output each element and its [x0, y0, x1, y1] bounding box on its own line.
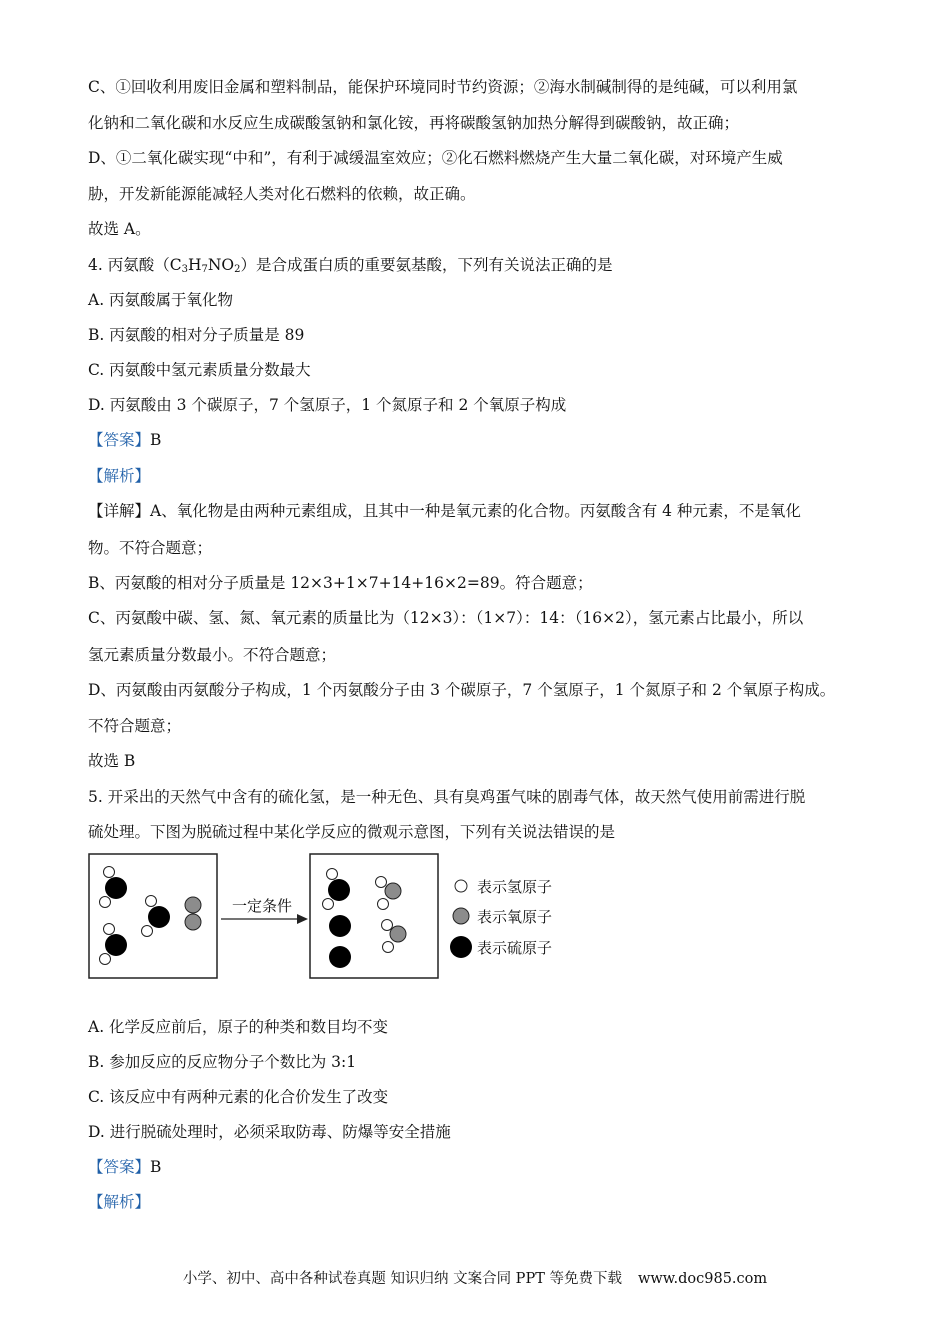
q4-stem — [88, 255, 613, 275]
q4-stem-no: NO — [207, 256, 235, 274]
line-c-b: 化钠和二氧化碳和水反应生成碳酸氢钠和氯化铵，再将碳酸氢钠加热分解得到碳酸钠，故正确； — [88, 114, 740, 132]
legend-oxygen-text: 表示氧原子 — [477, 908, 553, 926]
legend-sulfur-icon — [450, 936, 472, 958]
q5-answer-label: 【答案】 — [88, 1158, 151, 1176]
q4-explain-c1: C、丙氨酸中碳、氢、氮、氧元素的质量比为（12×3）：（1×7）：14：（16×2），氢元素占比最小，所以 — [88, 609, 804, 627]
q4-answer — [88, 430, 161, 450]
q4-stem-post: ）是合成蛋白质的重要氨基酸，下列有关说法正确的是 — [240, 256, 613, 274]
footer-text: 小学、初中、高中各种试卷真题 知识归纳 文案合同 PPT 等免费下载 — [182, 1271, 622, 1287]
q4-option-a: A. 丙氨酸属于氧化物 — [88, 291, 234, 309]
q4-answer-value: B — [150, 431, 162, 449]
line-d-a: D、①二氧化碳实现“中和”，有利于减缓温室效应；②化石燃料燃烧产生大量二氧化碳，对环境产生威 — [88, 149, 783, 167]
q5-stem-2: 硫处理。下图为脱硫过程中某化学反应的微观示意图，下列有关说法错误的是 — [88, 823, 616, 841]
arrow-head — [297, 914, 308, 924]
legend-hydrogen-text: 表示氢原子 — [477, 878, 553, 896]
q5-analysis-label: 【解析】 — [88, 1193, 151, 1211]
q5-answer-value: B — [150, 1158, 162, 1176]
legend-oxygen-icon — [453, 908, 469, 924]
q4-explain-d1: D、丙氨酸由丙氨酸分子构成，1 个丙氨酸分子由 3 个碳原子，7 个氢原子，1 个氮原子和 2 个氧原子构成。 — [88, 681, 836, 699]
q4-sub-c: 3 — [181, 264, 188, 275]
q5-option-d: D. 进行脱硫处理时，必须采取防毒、防爆等安全措施 — [88, 1123, 451, 1141]
q4-stem-pre: 4. 丙氨酸（C — [88, 256, 182, 274]
reaction-diagram — [88, 852, 588, 982]
legend-hydrogen-icon — [455, 880, 467, 892]
q4-analysis-label: 【解析】 — [88, 467, 151, 485]
line-c-a: C、①回收利用废旧金属和塑料制品，能保护环境同时节约资源；②海水制碱制得的是纯碱，可以利用氯 — [88, 78, 798, 96]
condition-text: 一定条件 — [231, 897, 293, 915]
q5-option-c: C. 该反应中有两种元素的化合价发生了改变 — [88, 1088, 389, 1106]
q4-explain-b: B、丙氨酸的相对分子质量是 12×3+1×7+14+16×2=89。符合题意； — [88, 574, 593, 592]
q5-option-b: B. 参加反应的反应物分子个数比为 3:1 — [88, 1053, 357, 1071]
q5-option-a: A. 化学反应前后，原子的种类和数目均不变 — [88, 1018, 389, 1036]
legend-sulfur-text: 表示硫原子 — [477, 939, 553, 957]
product-sulfur-2 — [329, 915, 351, 937]
q4-answer-label: 【答案】 — [88, 431, 151, 449]
q3-choose: 故选 A。 — [88, 220, 151, 238]
line-d-b: 胁，开发新能源能减轻人类对化石燃料的依赖，故正确。 — [88, 185, 476, 203]
q5-answer — [88, 1157, 161, 1177]
q4-explain-c2: 氢元素质量分数最小。不符合题意； — [88, 646, 337, 664]
page-footer — [0, 1270, 950, 1288]
q4-explain-a1-text: A、氧化物是由两种元素组成，且其中一种是氧元素的化合物。丙氨酸含有 4 种元素，不是氧化 — [150, 502, 801, 520]
product-sulfur-3 — [329, 946, 351, 968]
q4-option-b: B. 丙氨酸的相对分子质量是 89 — [88, 326, 305, 344]
q4-explain-a2: 物。不符合题意； — [88, 539, 213, 557]
q4-explain-a1 — [88, 501, 801, 521]
q5-stem-1: 5. 开采出的天然气中含有的硫化氢，是一种无色、具有臭鸡蛋气味的剧毒气体，故天然气使用前需进行脱 — [88, 788, 806, 806]
q4-stem-h: H — [187, 256, 202, 274]
q4-choose: 故选 B — [88, 752, 136, 770]
q4-option-d: D. 丙氨酸由 3 个碳原子，7 个氢原子，1 个氮原子和 2 个氧原子构成 — [88, 396, 567, 414]
q4-explain-d2: 不符合题意； — [88, 717, 182, 735]
q4-sub-h: 7 — [201, 264, 208, 275]
footer-url[interactable]: www.doc985.com — [637, 1271, 768, 1287]
q4-detail-label: 【详解】 — [88, 502, 151, 520]
q4-option-c: C. 丙氨酸中氢元素质量分数最大 — [88, 361, 311, 379]
q4-sub-o: 2 — [234, 264, 241, 275]
